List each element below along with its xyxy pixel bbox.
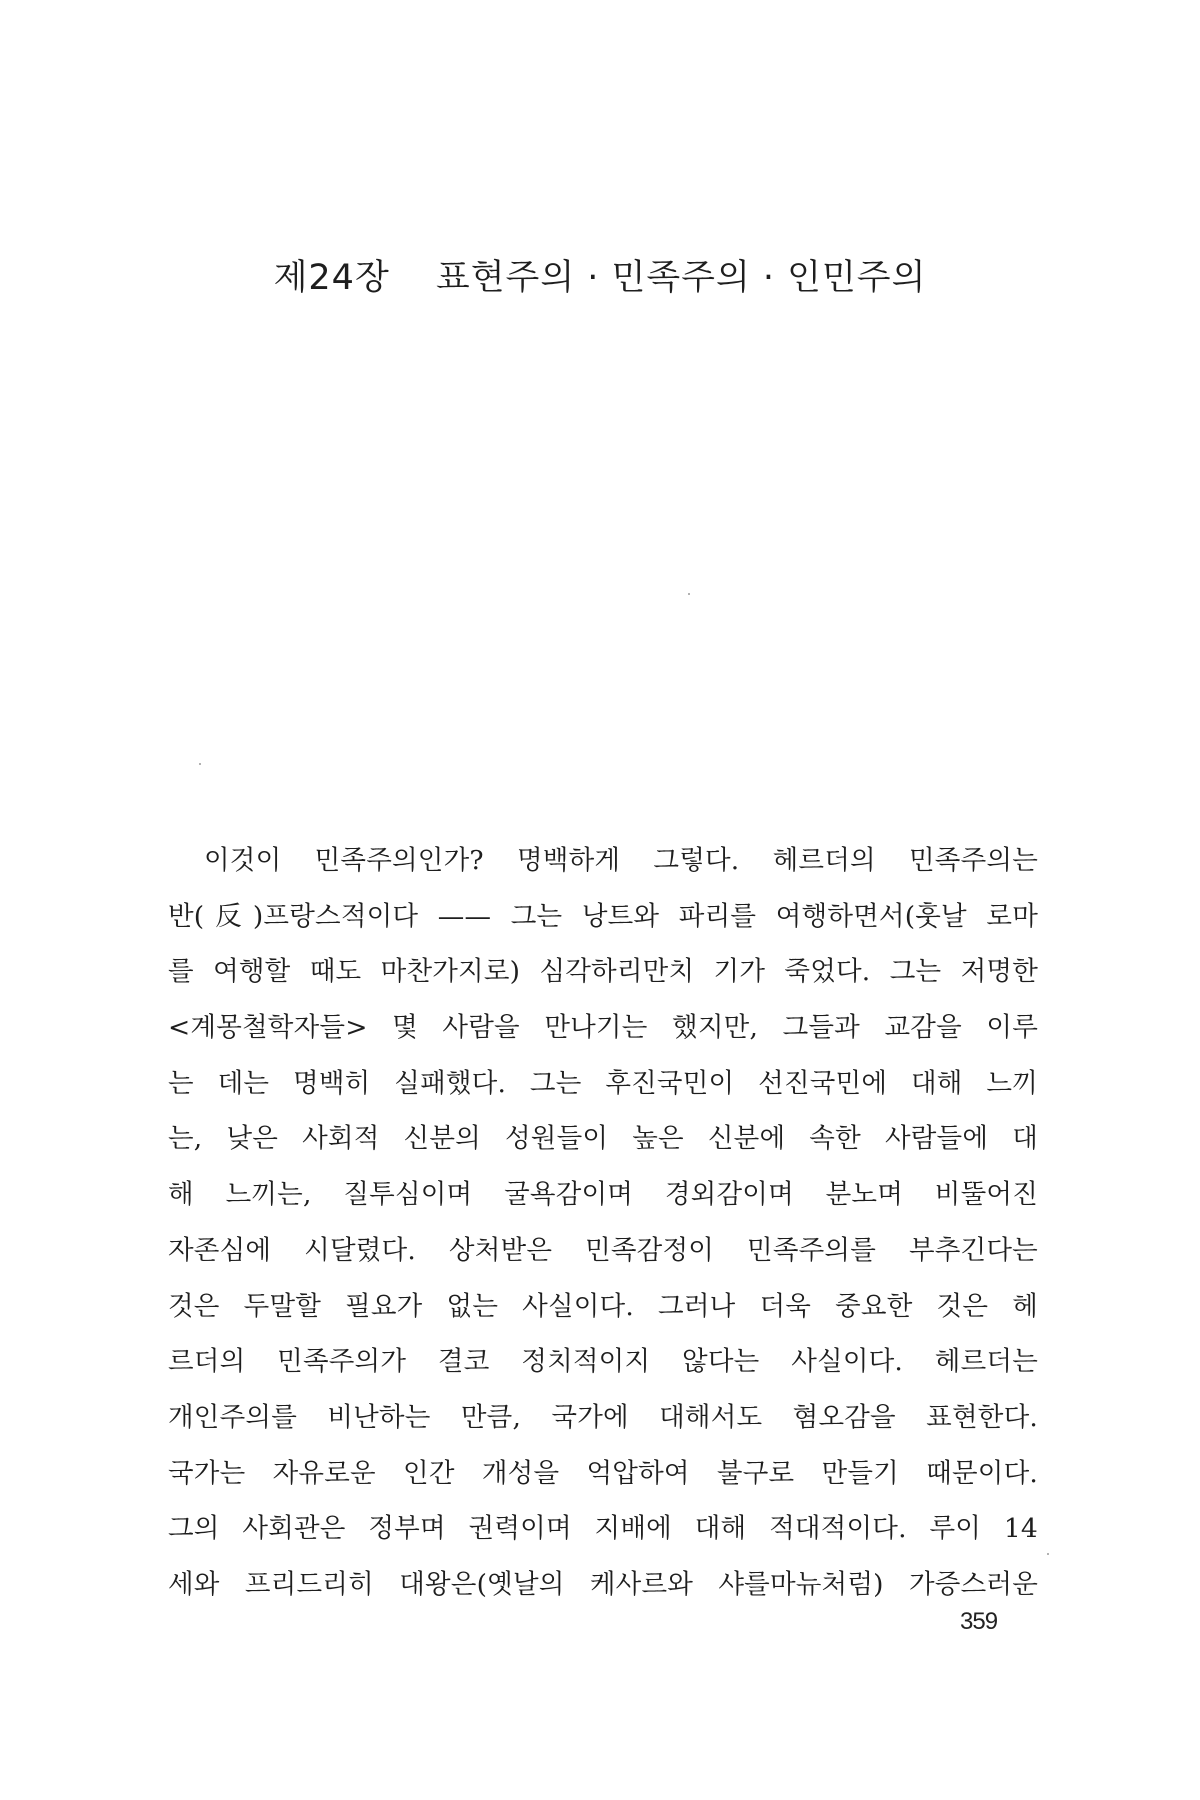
text-line: 를 여행할 때도 마찬가지로) 심각하리만치 기가 죽었다. 그는 저명한 xyxy=(168,956,1038,988)
text-line: <계몽철학자들> 몇 사람을 만나기는 했지만, 그들과 교감을 이루 xyxy=(168,1012,1038,1044)
chapter-heading xyxy=(0,250,1200,300)
scan-speck xyxy=(199,763,201,765)
text-line: 르더의 민족주의가 결코 정치적이지 않다는 사실이다. 헤르더는 xyxy=(168,1346,1038,1378)
text-line: 해 느끼는, 질투심이며 굴욕감이며 경외감이며 분노며 비뚤어진 xyxy=(168,1179,1038,1211)
text-line: 반(反)프랑스적이다 —— 그는 낭트와 파리를 여행하면서(훗날 로마 xyxy=(168,900,1038,932)
text-line: 것은 두말할 필요가 없는 사실이다. 그러나 더욱 중요한 것은 헤 xyxy=(168,1290,1038,1322)
text-line: 국가는 자유로운 인간 개성을 억압하여 불구로 만들기 때문이다. xyxy=(168,1457,1038,1489)
text-line: 세와 프리드리히 대왕은(옛날의 케사르와 샤를마뉴처럼) 가증스러운 xyxy=(168,1568,1038,1600)
text-line: 는, 낮은 사회적 신분의 성원들이 높은 신분에 속한 사람들에 대 xyxy=(168,1123,1038,1155)
page-number: 359 xyxy=(960,1608,998,1635)
chapter-title: 표현주의 · 민족주의 · 인민주의 xyxy=(435,258,927,298)
text-line: 자존심에 시달렸다. 상처받은 민족감정이 민족주의를 부추긴다는 xyxy=(168,1234,1038,1266)
text-line: 개인주의를 비난하는 만큼, 국가에 대해서도 혐오감을 표현한다. xyxy=(168,1401,1038,1433)
chapter-number: 제24장 xyxy=(273,258,390,298)
scan-speck xyxy=(1047,1553,1049,1555)
text-line: 그의 사회관은 정부며 권력이며 지배에 대해 적대적이다. 루이 14 xyxy=(168,1513,1038,1545)
body-paragraph xyxy=(168,841,1038,1621)
text-line: 이것이 민족주의인가? 명백하게 그렇다. 헤르더의 민족주의는 xyxy=(204,845,1038,876)
scan-speck xyxy=(688,593,690,595)
text-line: 는 데는 명백히 실패했다. 그는 후진국민이 선진국민에 대해 느끼 xyxy=(168,1067,1038,1099)
